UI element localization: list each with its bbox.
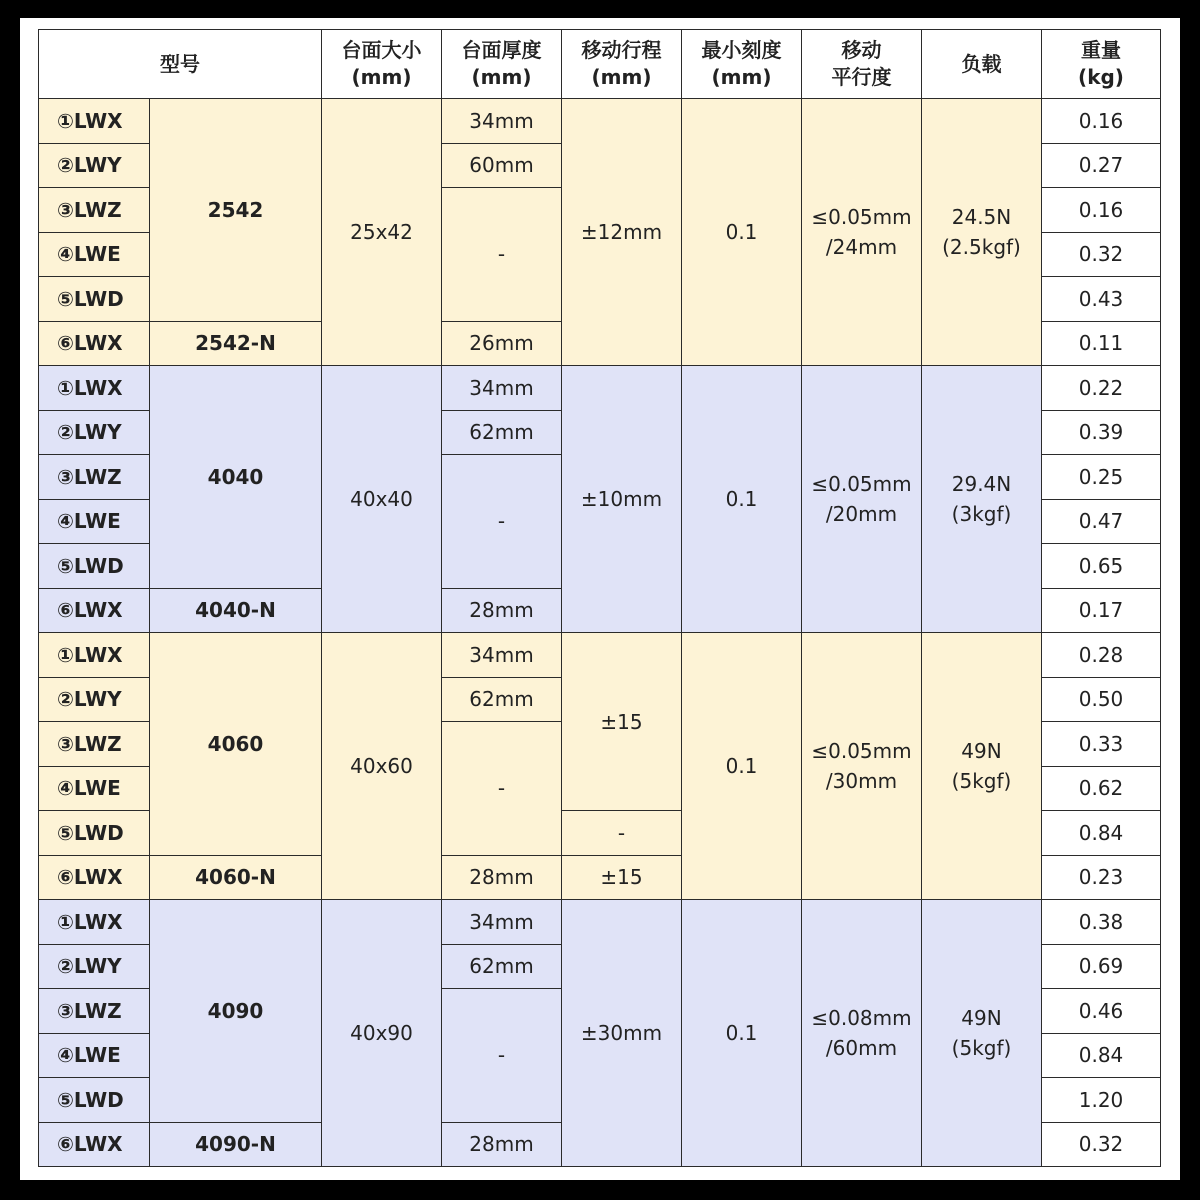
variant-label: ⑥LWX xyxy=(39,1122,150,1167)
thickness-cell: 62mm xyxy=(442,410,562,455)
weight-cell: 1.20 xyxy=(1042,1078,1161,1123)
weight-cell: 0.32 xyxy=(1042,232,1161,277)
thickness-cell: 34mm xyxy=(442,366,562,411)
header-model: 型号 xyxy=(39,30,322,99)
thickness-cell: - xyxy=(442,989,562,1123)
variant-label: ④LWE xyxy=(39,232,150,277)
variant-label: ①LWX xyxy=(39,633,150,678)
weight-cell: 0.84 xyxy=(1042,1033,1161,1078)
travel-cell: ±30mm xyxy=(562,900,682,1167)
weight-cell: 0.16 xyxy=(1042,188,1161,233)
variant-label: ②LWY xyxy=(39,143,150,188)
weight-cell: 0.22 xyxy=(1042,366,1161,411)
variant-label: ③LWZ xyxy=(39,722,150,767)
model-n-cell: 4040-N xyxy=(150,588,322,633)
model-n-cell: 4060-N xyxy=(150,855,322,900)
variant-label: ④LWE xyxy=(39,499,150,544)
load-cell: 29.4N (3kgf) xyxy=(922,366,1042,633)
table-row xyxy=(39,900,1161,945)
weight-cell: 0.43 xyxy=(1042,277,1161,322)
weight-cell: 0.84 xyxy=(1042,811,1161,856)
parallelism-cell: ≤0.08mm /60mm xyxy=(802,900,922,1167)
weight-cell: 0.39 xyxy=(1042,410,1161,455)
load-cell: 49N (5kgf) xyxy=(922,633,1042,900)
travel-cell: ±10mm xyxy=(562,366,682,633)
weight-cell: 0.23 xyxy=(1042,855,1161,900)
parallelism-cell: ≤0.05mm /30mm xyxy=(802,633,922,900)
weight-cell: 0.33 xyxy=(1042,722,1161,767)
thickness-cell: 62mm xyxy=(442,677,562,722)
variant-label: ⑥LWX xyxy=(39,588,150,633)
weight-cell: 0.17 xyxy=(1042,588,1161,633)
header-table-size: 台面大小 (mm) xyxy=(322,30,442,99)
variant-label: ⑤LWD xyxy=(39,544,150,589)
weight-cell: 0.25 xyxy=(1042,455,1161,500)
table-size-cell: 40x90 xyxy=(322,900,442,1167)
model-cell: 2542 xyxy=(150,99,322,322)
load-cell: 24.5N (2.5kgf) xyxy=(922,99,1042,366)
header-parallelism: 移动 平行度 xyxy=(802,30,922,99)
thickness-cell: 28mm xyxy=(442,855,562,900)
travel-cell: ±15 xyxy=(562,633,682,811)
variant-label: ②LWY xyxy=(39,677,150,722)
variant-label: ⑥LWX xyxy=(39,855,150,900)
weight-cell: 0.69 xyxy=(1042,944,1161,989)
weight-cell: 0.50 xyxy=(1042,677,1161,722)
parallelism-cell: ≤0.05mm /20mm xyxy=(802,366,922,633)
model-cell: 4040 xyxy=(150,366,322,589)
scale-cell: 0.1 xyxy=(682,900,802,1167)
thickness-cell: 26mm xyxy=(442,321,562,366)
model-n-cell: 4090-N xyxy=(150,1122,322,1167)
table-size-cell: 40x60 xyxy=(322,633,442,900)
header-min-scale: 最小刻度 (mm) xyxy=(682,30,802,99)
thickness-cell: 34mm xyxy=(442,900,562,945)
variant-label: ①LWX xyxy=(39,99,150,144)
thickness-cell: 60mm xyxy=(442,143,562,188)
weight-cell: 0.27 xyxy=(1042,143,1161,188)
scale-cell: 0.1 xyxy=(682,633,802,900)
thickness-cell: 62mm xyxy=(442,944,562,989)
table-row xyxy=(39,366,1161,411)
thickness-cell: - xyxy=(442,188,562,322)
variant-label: ⑤LWD xyxy=(39,277,150,322)
thickness-cell: - xyxy=(442,455,562,589)
weight-cell: 0.62 xyxy=(1042,766,1161,811)
thickness-cell: 28mm xyxy=(442,588,562,633)
variant-label: ②LWY xyxy=(39,410,150,455)
variant-label: ①LWX xyxy=(39,900,150,945)
header-weight: 重量 (kg) xyxy=(1042,30,1161,99)
load-cell: 49N (5kgf) xyxy=(922,900,1042,1167)
thickness-cell: - xyxy=(442,722,562,856)
travel-cell: ±12mm xyxy=(562,99,682,366)
table-row xyxy=(39,633,1161,678)
parallelism-cell: ≤0.05mm /24mm xyxy=(802,99,922,366)
travel-cell: ±15 xyxy=(562,855,682,900)
variant-label: ③LWZ xyxy=(39,455,150,500)
variant-label: ⑤LWD xyxy=(39,1078,150,1123)
scale-cell: 0.1 xyxy=(682,366,802,633)
weight-cell: 0.16 xyxy=(1042,99,1161,144)
table-size-cell: 40x40 xyxy=(322,366,442,633)
header-load: 负载 xyxy=(922,30,1042,99)
model-cell: 4090 xyxy=(150,900,322,1123)
variant-label: ⑥LWX xyxy=(39,321,150,366)
variant-label: ③LWZ xyxy=(39,188,150,233)
variant-label: ①LWX xyxy=(39,366,150,411)
scale-cell: 0.1 xyxy=(682,99,802,366)
weight-cell: 0.38 xyxy=(1042,900,1161,945)
variant-label: ②LWY xyxy=(39,944,150,989)
variant-label: ⑤LWD xyxy=(39,811,150,856)
spec-sheet xyxy=(20,18,1180,1180)
weight-cell: 0.32 xyxy=(1042,1122,1161,1167)
thickness-cell: 28mm xyxy=(442,1122,562,1167)
thickness-cell: 34mm xyxy=(442,99,562,144)
weight-cell: 0.65 xyxy=(1042,544,1161,589)
header-row xyxy=(39,30,1161,99)
variant-label: ③LWZ xyxy=(39,989,150,1034)
model-cell: 4060 xyxy=(150,633,322,856)
weight-cell: 0.46 xyxy=(1042,989,1161,1034)
header-travel: 移动行程 (mm) xyxy=(562,30,682,99)
weight-cell: 0.28 xyxy=(1042,633,1161,678)
weight-cell: 0.11 xyxy=(1042,321,1161,366)
spec-table xyxy=(38,29,1161,1167)
thickness-cell: 34mm xyxy=(442,633,562,678)
table-size-cell: 25x42 xyxy=(322,99,442,366)
variant-label: ④LWE xyxy=(39,1033,150,1078)
model-n-cell: 2542-N xyxy=(150,321,322,366)
variant-label: ④LWE xyxy=(39,766,150,811)
table-row xyxy=(39,99,1161,144)
weight-cell: 0.47 xyxy=(1042,499,1161,544)
header-thickness: 台面厚度 (mm) xyxy=(442,30,562,99)
travel-cell: - xyxy=(562,811,682,856)
